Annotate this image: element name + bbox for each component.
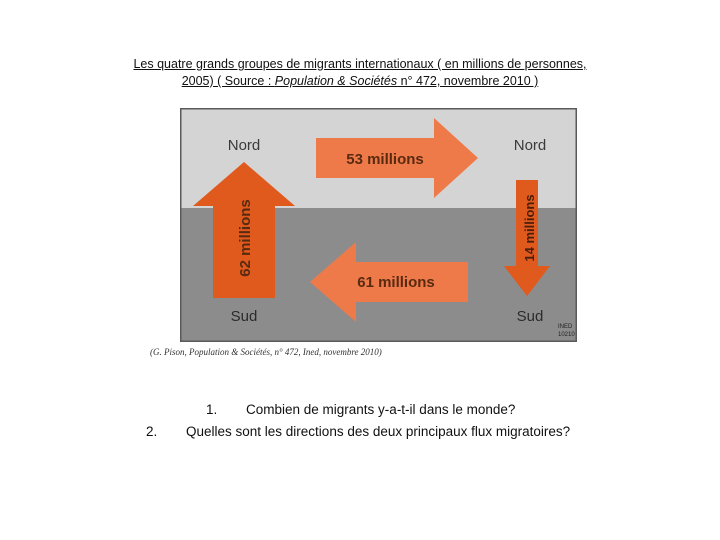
label-sud-left: Sud: [230, 308, 258, 325]
title-line-2-prefix: 2005) ( Source :: [181, 74, 275, 88]
flow-south-south-label: 61 millions: [357, 274, 435, 291]
document-title: [110, 56, 610, 90]
figure-caption: (G. Pison, Population & Sociétés, n° 472, Ined, novembre 2010): [150, 347, 382, 357]
question-2-text: Quelles sont les directions des deux principaux flux migratoires?: [186, 424, 571, 439]
flow-north-south-label: 14 millions: [522, 194, 537, 262]
question-1-text: Combien de migrants y-a-t-il dans le monde?: [246, 402, 516, 417]
title-source-journal: Population & Sociétés: [274, 74, 398, 88]
label-nord-right: Nord: [513, 137, 547, 154]
title-line-2-suffix: n° 472, novembre 2010 ): [397, 74, 539, 88]
ined-logo-line-2: 10210: [558, 332, 575, 338]
question-2-number: 2.: [146, 424, 158, 439]
flow-north-north-label: 53 millions: [346, 151, 424, 168]
question-1-number: 1.: [206, 402, 218, 417]
migration-flows-diagram: [180, 108, 577, 342]
title-line-1: Les quatre grands groupes de migrants internationaux ( en millions de personnes,: [133, 57, 587, 71]
label-nord-left: Nord: [227, 137, 261, 154]
ined-logo-line-1: INED: [558, 324, 573, 330]
flow-south-north-label: 62 millions: [237, 199, 254, 277]
label-sud-right: Sud: [516, 308, 544, 325]
